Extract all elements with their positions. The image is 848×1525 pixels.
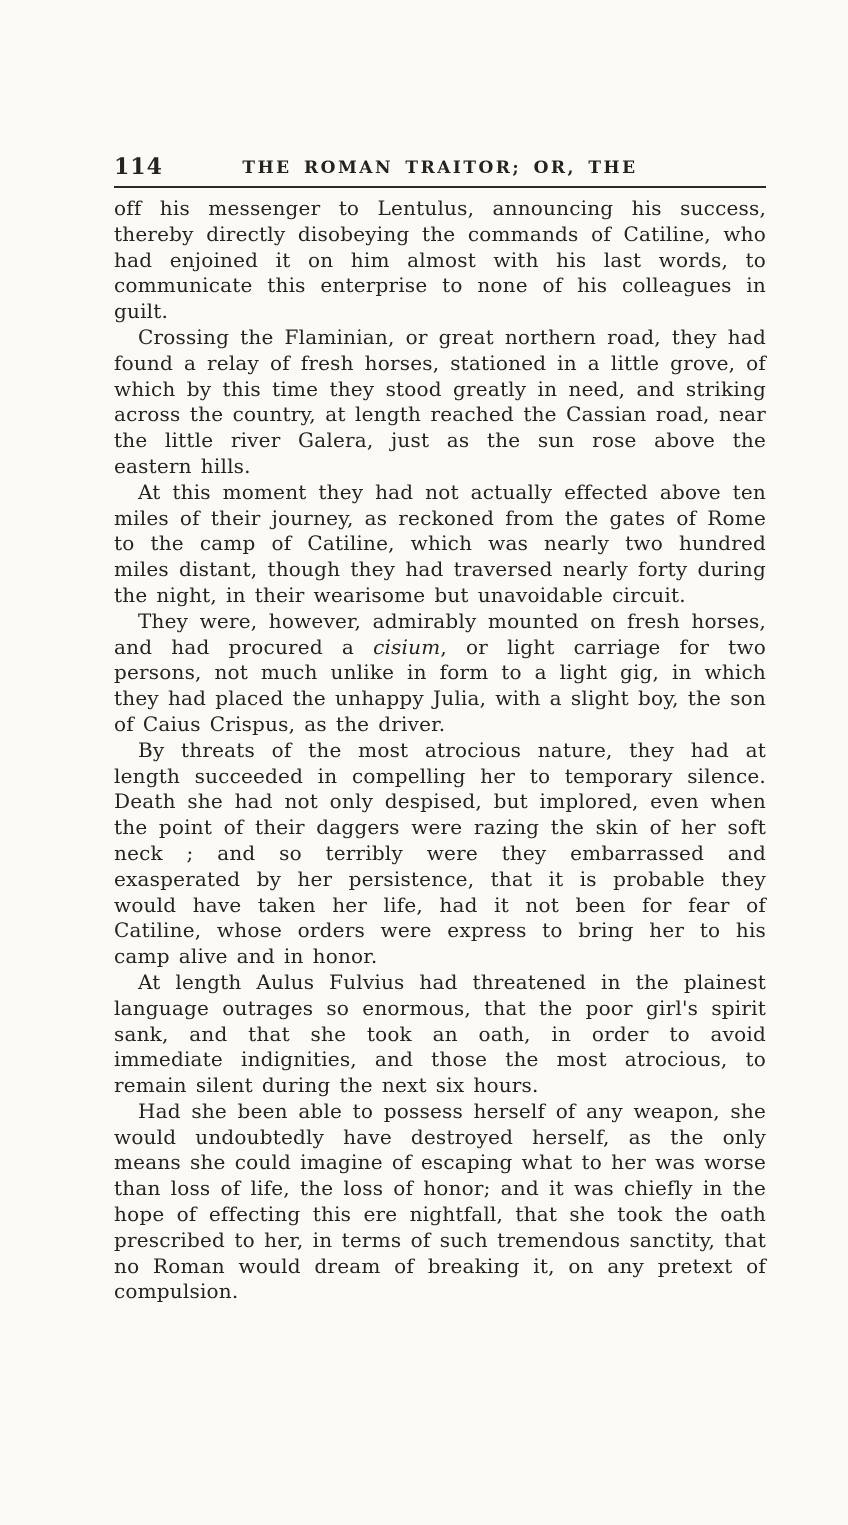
- text-segment: At this moment they had not actually effected above ten miles of their journey, as reckoned from the gates of Rome to the camp of Catiline, which was nearly two hundred miles distant, though they had traversed nearly forty during the night, in their wearisome but unavoidable circuit.: [114, 479, 766, 607]
- page-number: 114: [114, 154, 163, 180]
- text-segment: Had she been able to possess herself of any weapon, she would undoubtedly have destroyed herself, as the only means she could imagine of escaping what to her was worse than loss of life, the loss of honor; and it was chiefly in the hope of effecting this ere nightfall, that she took the oath prescribed to her, in terms of such tremendous sanctity, that no Roman would dream of breaking it, on any pretext of compulsion.: [114, 1098, 766, 1304]
- text-segment: , or light carriage for two persons, not much unlike in form to a light gig, in which they had placed the unhappy Julia, with a slight boy, the son of Caius Crispus, as the driver.: [114, 634, 766, 736]
- page-header: [114, 148, 766, 180]
- paragraph: [114, 970, 766, 1099]
- header-rule: [114, 186, 766, 188]
- paragraph: [114, 738, 766, 970]
- italic-text: cisium: [373, 634, 441, 659]
- text-segment: off his messenger to Lentulus, announcing his success, thereby directly disobeying the commands of Catiline, who had enjoined it on him almost with his last words, to communicate this enterprise to none of his colleagues in guilt.: [114, 196, 766, 324]
- page-body: [114, 196, 766, 1305]
- paragraph: [114, 480, 766, 609]
- text-segment: By threats of the most atrocious nature, they had at length succeeded in compelling her to temporary silence. Death she had not only despised, but implored, even when the point of their daggers were razing the skin of her soft neck ; and so terribly were they embarrassed and exasperated by her persistence, that it is probable they would have taken her life, had it not been for fear of Catiline, whose orders were express to bring her to his camp alive and in honor.: [114, 737, 766, 969]
- paragraph: [114, 609, 766, 738]
- text-segment: At length Aulus Fulvius had threatened in the plainest language outrages so enormous, that the poor girl's spirit sank, and that she took an oath, in order to avoid immediate indignities, and those the most atrocious, to remain silent during the next six hours.: [114, 969, 766, 1098]
- text-segment: Crossing the Flaminian, or great northern road, they had found a relay of fresh horses, stationed in a little grove, of which by this time they stood greatly in need, and striking across the country, at length reached the Cassian road, near the little river Galera, just as the sun rose above the eastern hills.: [114, 324, 766, 478]
- text-segment: They were, however, admirably mounted on fresh horses, and had procured a: [114, 608, 766, 659]
- paragraph: [114, 1099, 766, 1305]
- paragraph: [114, 325, 766, 480]
- running-title: THE ROMAN TRAITOR; OR, THE: [242, 158, 638, 178]
- paragraph: [114, 196, 766, 325]
